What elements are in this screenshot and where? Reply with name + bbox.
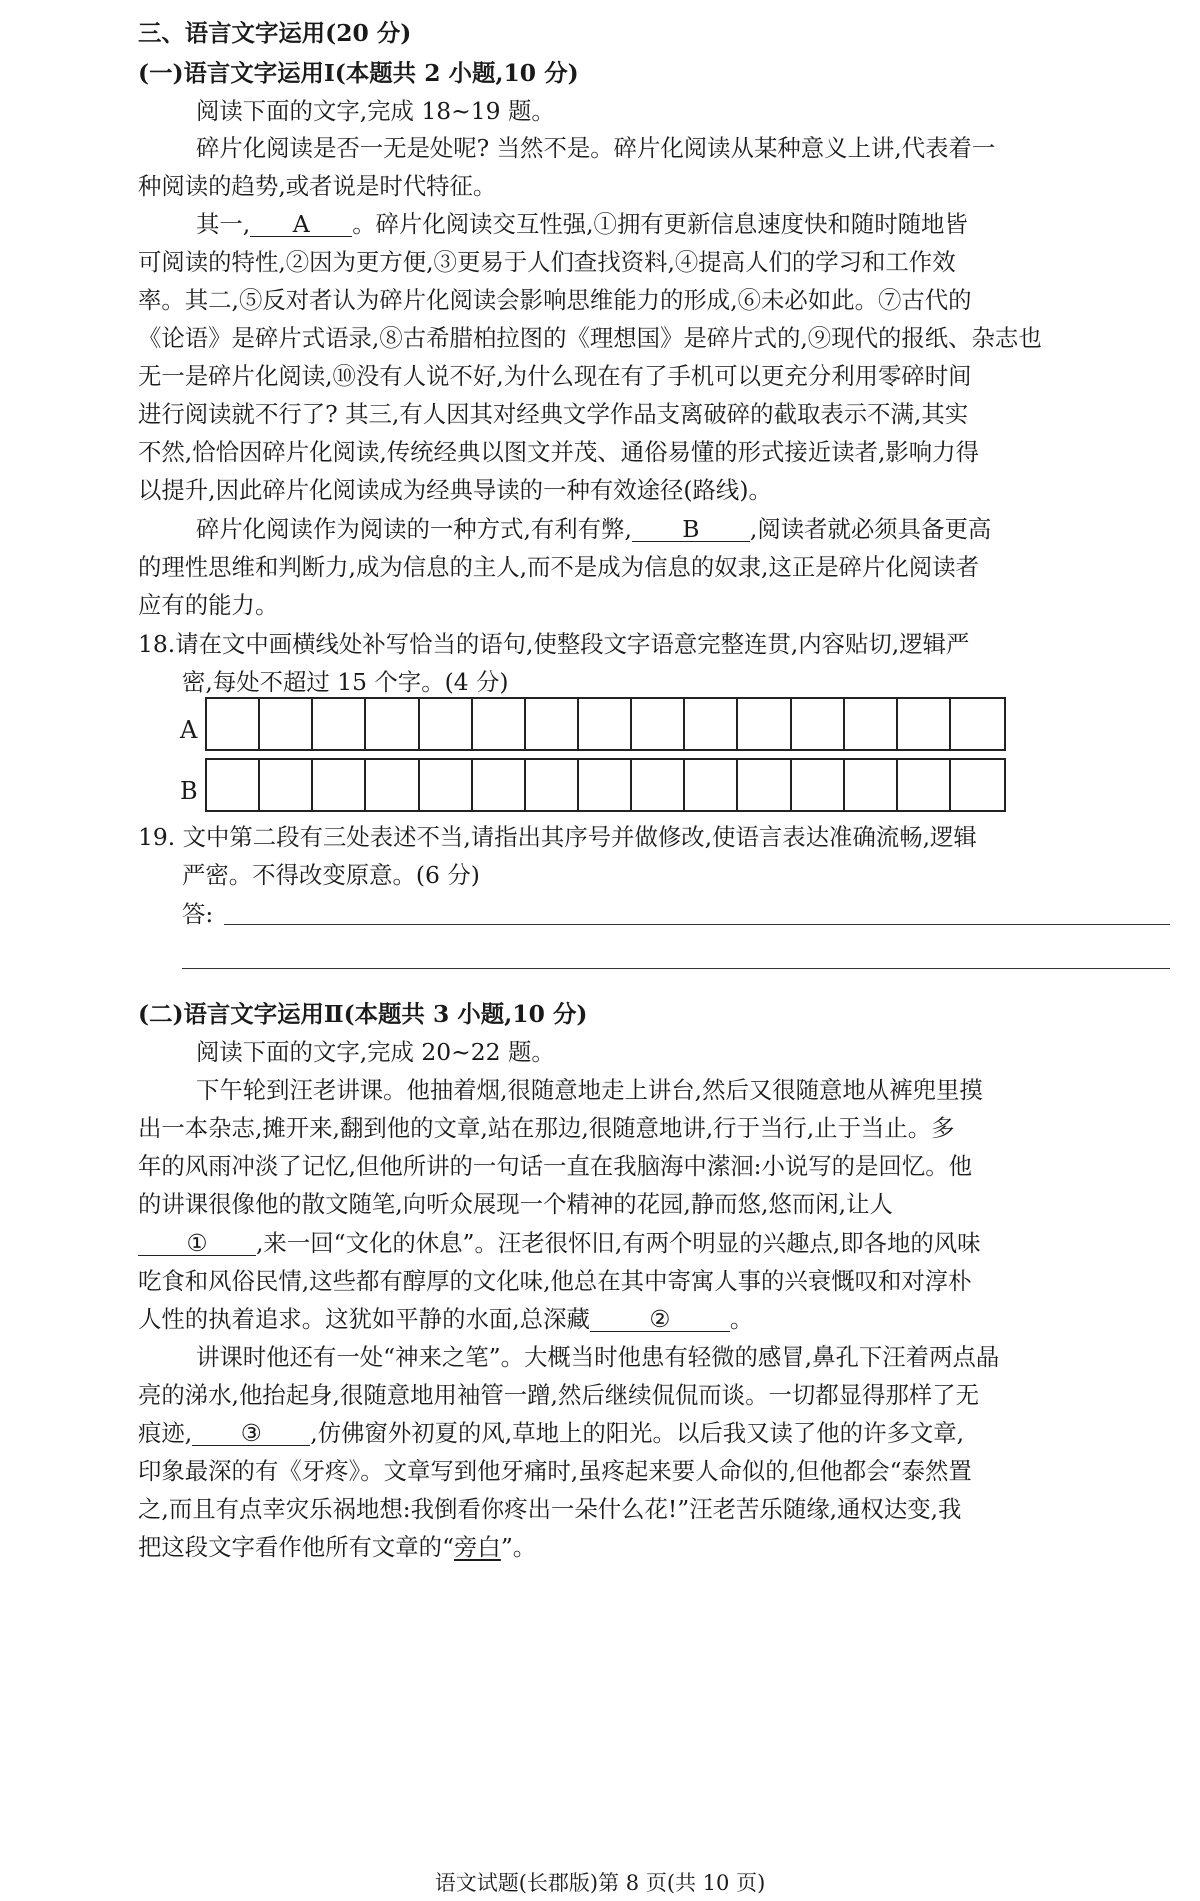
paragraph-line: 率。其二,⑤反对者认为碎片化阅读会影响思维能力的形成,⑥未必如此。⑦古代的: [138, 286, 972, 314]
paragraph-line: 可阅读的特性,②因为更方便,③更易于人们查找资料,④提高人们的学习和工作效: [138, 248, 956, 276]
grid-cell[interactable]: [951, 760, 1004, 810]
question-19-text: 19. 文中第二段有三处表述不当,请指出其序号并做修改,使语言表达准确流畅,逻辑: [138, 823, 977, 851]
grid-cell[interactable]: [579, 760, 632, 810]
text-span: 。: [729, 1305, 754, 1333]
answer-grid-a[interactable]: [205, 697, 1006, 751]
blank-1: ①: [138, 1232, 256, 1256]
paragraph-line: 下午轮到汪老讲课。他抽着烟,很随意地走上讲台,然后又很随意地从裤兜里摸: [196, 1076, 983, 1104]
grid-cell[interactable]: [632, 760, 685, 810]
blank-3: ③: [192, 1422, 310, 1446]
paragraph-line: 的讲课很像他的散文随笔,向听众展现一个精神的花园,静而悠,悠而闲,让人: [138, 1190, 893, 1218]
blank-b: B: [632, 518, 750, 542]
grid-cell[interactable]: [473, 699, 526, 749]
grid-cell[interactable]: [898, 699, 951, 749]
grid-cell[interactable]: [260, 760, 313, 810]
grid-cell[interactable]: [313, 699, 366, 749]
paragraph-line: 无一是碎片化阅读,⑩没有人说不好,为什么现在有了手机可以更充分利用零碎时间: [138, 362, 972, 390]
paragraph-line: 《论语》是碎片式语录,⑧古希腊柏拉图的《理想国》是碎片式的,⑨现代的报纸、杂志也: [138, 324, 1042, 352]
blank-a: A: [250, 213, 352, 237]
grid-cell[interactable]: [366, 699, 419, 749]
question-19-text: 严密。不得改变原意。(6 分): [182, 861, 480, 889]
paragraph-line: 年的风雨冲淡了记忆,但他所讲的一句话一直在我脑海中潆洄:小说写的是回忆。他: [138, 1152, 972, 1180]
grid-cell[interactable]: [260, 699, 313, 749]
part1-intro: 阅读下面的文字,完成 18~19 题。: [196, 97, 555, 125]
paragraph-line: 进行阅读就不行了? 其三,有人因其对经典文学作品支离破碎的截取表示不满,其实: [138, 400, 969, 428]
text-span: 把这段文字看作他所有文章的“: [138, 1533, 455, 1561]
grid-cell[interactable]: [845, 760, 898, 810]
paragraph-line: 印象最深的有《牙疼》。文章写到他牙痛时,虽疼起来要人命似的,但他都会“泰然置: [138, 1457, 972, 1485]
grid-b-label: B: [180, 777, 198, 805]
answer-label: 答:: [182, 900, 214, 928]
question-18-text: 密,每处不超过 15 个字。(4 分): [182, 668, 509, 696]
grid-cell[interactable]: [685, 760, 738, 810]
paragraph-line: [138, 1229, 981, 1257]
text-span: 痕迹,: [138, 1419, 193, 1447]
part1-title: (一)语言文字运用Ⅰ(本题共 2 小题,10 分): [138, 59, 579, 87]
section-title: 三、语言文字运用(20 分): [138, 19, 412, 47]
grid-cell[interactable]: [207, 699, 260, 749]
underlined-term: 旁白: [454, 1533, 501, 1561]
paragraph-line: 出一本杂志,摊开来,翻到他的文章,站在那边,很随意地讲,行于当行,止于当止。多: [138, 1114, 955, 1142]
paragraph-line: 亮的涕水,他抬起身,很随意地用袖管一蹭,然后继续侃侃而谈。一切都显得那样了无: [138, 1381, 979, 1409]
question-18-text: 18.请在文中画横线处补写恰当的语句,使整段文字语意完整连贯,内容贴切,逻辑严: [138, 630, 970, 658]
answer-line[interactable]: [224, 924, 1170, 925]
grid-cell[interactable]: [473, 760, 526, 810]
grid-cell[interactable]: [420, 699, 473, 749]
paragraph-line: 吃食和风俗民情,这些都有醇厚的文化味,他总在其中寄寓人事的兴衰慨叹和对淳朴: [138, 1267, 972, 1295]
grid-cell[interactable]: [313, 760, 366, 810]
paragraph-line: [196, 210, 968, 238]
answer-grid-b[interactable]: [205, 758, 1006, 812]
paragraph-line: 不然,恰恰因碎片化阅读,传统经典以图文并茂、通俗易懂的形式接近读者,影响力得: [138, 438, 979, 466]
grid-cell[interactable]: [420, 760, 473, 810]
grid-cell[interactable]: [951, 699, 1004, 749]
grid-cell[interactable]: [738, 760, 791, 810]
paragraph-line: [138, 1419, 965, 1447]
text-span: 其一,: [196, 210, 251, 238]
grid-cell[interactable]: [579, 699, 632, 749]
paragraph-line: 讲课时他还有一处“神来之笔”。大概当时他患有轻微的感冒,鼻孔下汪着两点晶: [196, 1343, 1000, 1371]
text-span: ”。: [500, 1533, 537, 1561]
paragraph-line: 之,而且有点幸灾乐祸地想:我倒看你疼出一朵什么花!”汪老苦乐随缘,通权达变,我: [138, 1495, 962, 1523]
page-footer: 语文试题(长郡版)第 8 页(共 10 页): [434, 1871, 766, 1895]
text-span: 人性的执着追求。这犹如平静的水面,总深藏: [138, 1305, 590, 1333]
grid-cell[interactable]: [792, 760, 845, 810]
grid-cell[interactable]: [845, 699, 898, 749]
answer-line[interactable]: [182, 968, 1170, 969]
grid-cell[interactable]: [366, 760, 419, 810]
part2-intro: 阅读下面的文字,完成 20~22 题。: [196, 1038, 555, 1066]
grid-a-label: A: [180, 716, 198, 744]
grid-cell[interactable]: [526, 760, 579, 810]
paragraph-line: 以提升,因此碎片化阅读成为经典导读的一种有效途径(路线)。: [138, 476, 772, 504]
paragraph-line: [196, 515, 992, 543]
text-span: ,仿佛窗外初夏的风,草地上的阳光。以后我又读了他的许多文章,: [310, 1419, 965, 1447]
grid-cell[interactable]: [898, 760, 951, 810]
text-span: 。碎片化阅读交互性强,①拥有更新信息速度快和随时随地皆: [352, 210, 968, 238]
paragraph-line: 种阅读的趋势,或者说是时代特征。: [138, 172, 497, 200]
text-span: ,来一回“文化的休息”。汪老很怀旧,有两个明显的兴趣点,即各地的风味: [256, 1229, 981, 1257]
grid-cell[interactable]: [207, 760, 260, 810]
part2-title: (二)语言文字运用Ⅱ(本题共 3 小题,10 分): [138, 1000, 588, 1028]
paragraph-line: [138, 1533, 537, 1561]
grid-cell[interactable]: [632, 699, 685, 749]
text-span: 碎片化阅读作为阅读的一种方式,有利有弊,: [196, 515, 632, 543]
paragraph-line: 碎片化阅读是否一无是处呢? 当然不是。碎片化阅读从某种意义上讲,代表着一: [196, 134, 996, 162]
grid-cell[interactable]: [792, 699, 845, 749]
grid-cell[interactable]: [685, 699, 738, 749]
paragraph-line: [138, 1305, 754, 1333]
text-span: ,阅读者就必须具备更高: [749, 515, 992, 543]
paragraph-line: 的理性思维和判断力,成为信息的主人,而不是成为信息的奴隶,这正是碎片化阅读者: [138, 553, 979, 581]
grid-cell[interactable]: [526, 699, 579, 749]
grid-cell[interactable]: [738, 699, 791, 749]
blank-2: ②: [590, 1308, 730, 1332]
paragraph-line: 应有的能力。: [138, 591, 279, 619]
